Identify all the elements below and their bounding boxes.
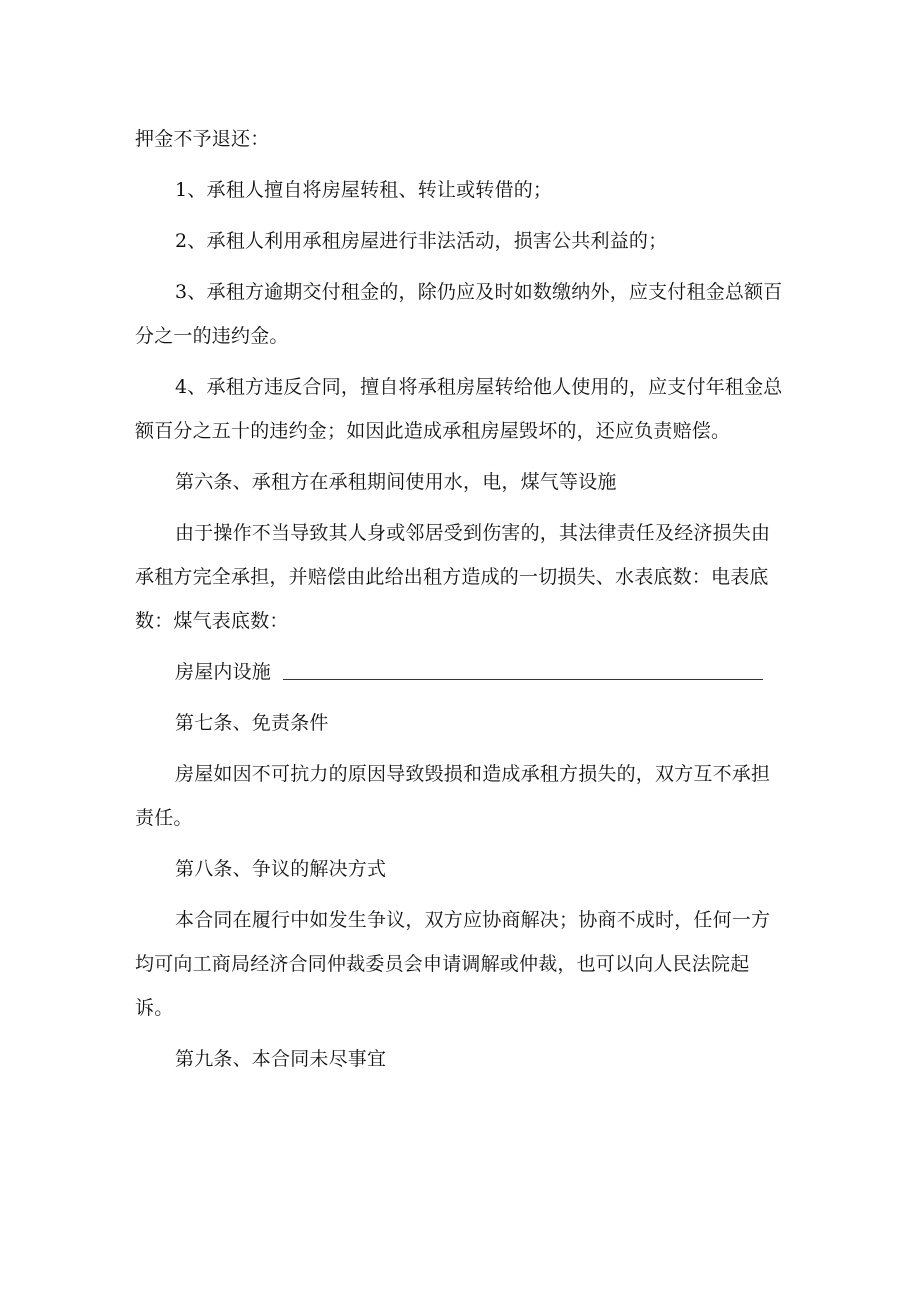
heading-article-7: 第七条、免责条件 <box>175 712 329 734</box>
heading-article-9: 第九条、本合同未尽事宜 <box>175 1048 387 1070</box>
paragraph-clause-3: 3、承租方逾期交付租金的，除仍应及时如数缴纳外，应支付租金总额百分之一的违约金。 <box>135 281 783 347</box>
heading-article-8: 第八条、争议的解决方式 <box>175 858 387 880</box>
paragraph-clause-4: 4、承租方违反合同，擅自将承租房屋转给他人使用的，应支付年租金总额百分之五十的违约金；如因此造成承租房屋毁坏的，还应负责赔偿。 <box>135 376 783 442</box>
facilities-label: 房屋内设施 <box>175 661 272 683</box>
paragraph-deposit-not-refunded: 押金不予退还： <box>135 128 270 150</box>
paragraph-clause-1: 1、承租人擅自将房屋转租、转让或转借的； <box>175 179 553 201</box>
paragraph-article-6-body: 由于操作不当导致其人身或邻居受到伤害的，其法律责任及经济损失由承租方完全承担，并赔偿由此给出租方造成的一切损失、水表底数：电表底数：煤气表底数： <box>135 522 771 632</box>
paragraph-article-7-body: 房屋如因不可抗力的原因导致毁损和造成承租方损失的，双方互不承担责任。 <box>135 763 771 829</box>
paragraph-clause-2: 2、承租人利用承租房屋进行非法活动，损害公共利益的； <box>175 230 668 252</box>
heading-article-6: 第六条、承租方在承租期间使用水，电，煤气等设施 <box>175 471 617 493</box>
facilities-blank-line <box>283 678 763 680</box>
paragraph-article-8-body: 本合同在履行中如发生争议，双方应协商解决；协商不成时，任何一方均可向工商局经济合同仲裁委员会申请调解或仲裁，也可以向人民法院起诉。 <box>135 909 771 1019</box>
document-body <box>135 117 785 1088</box>
facilities-line <box>135 650 785 694</box>
